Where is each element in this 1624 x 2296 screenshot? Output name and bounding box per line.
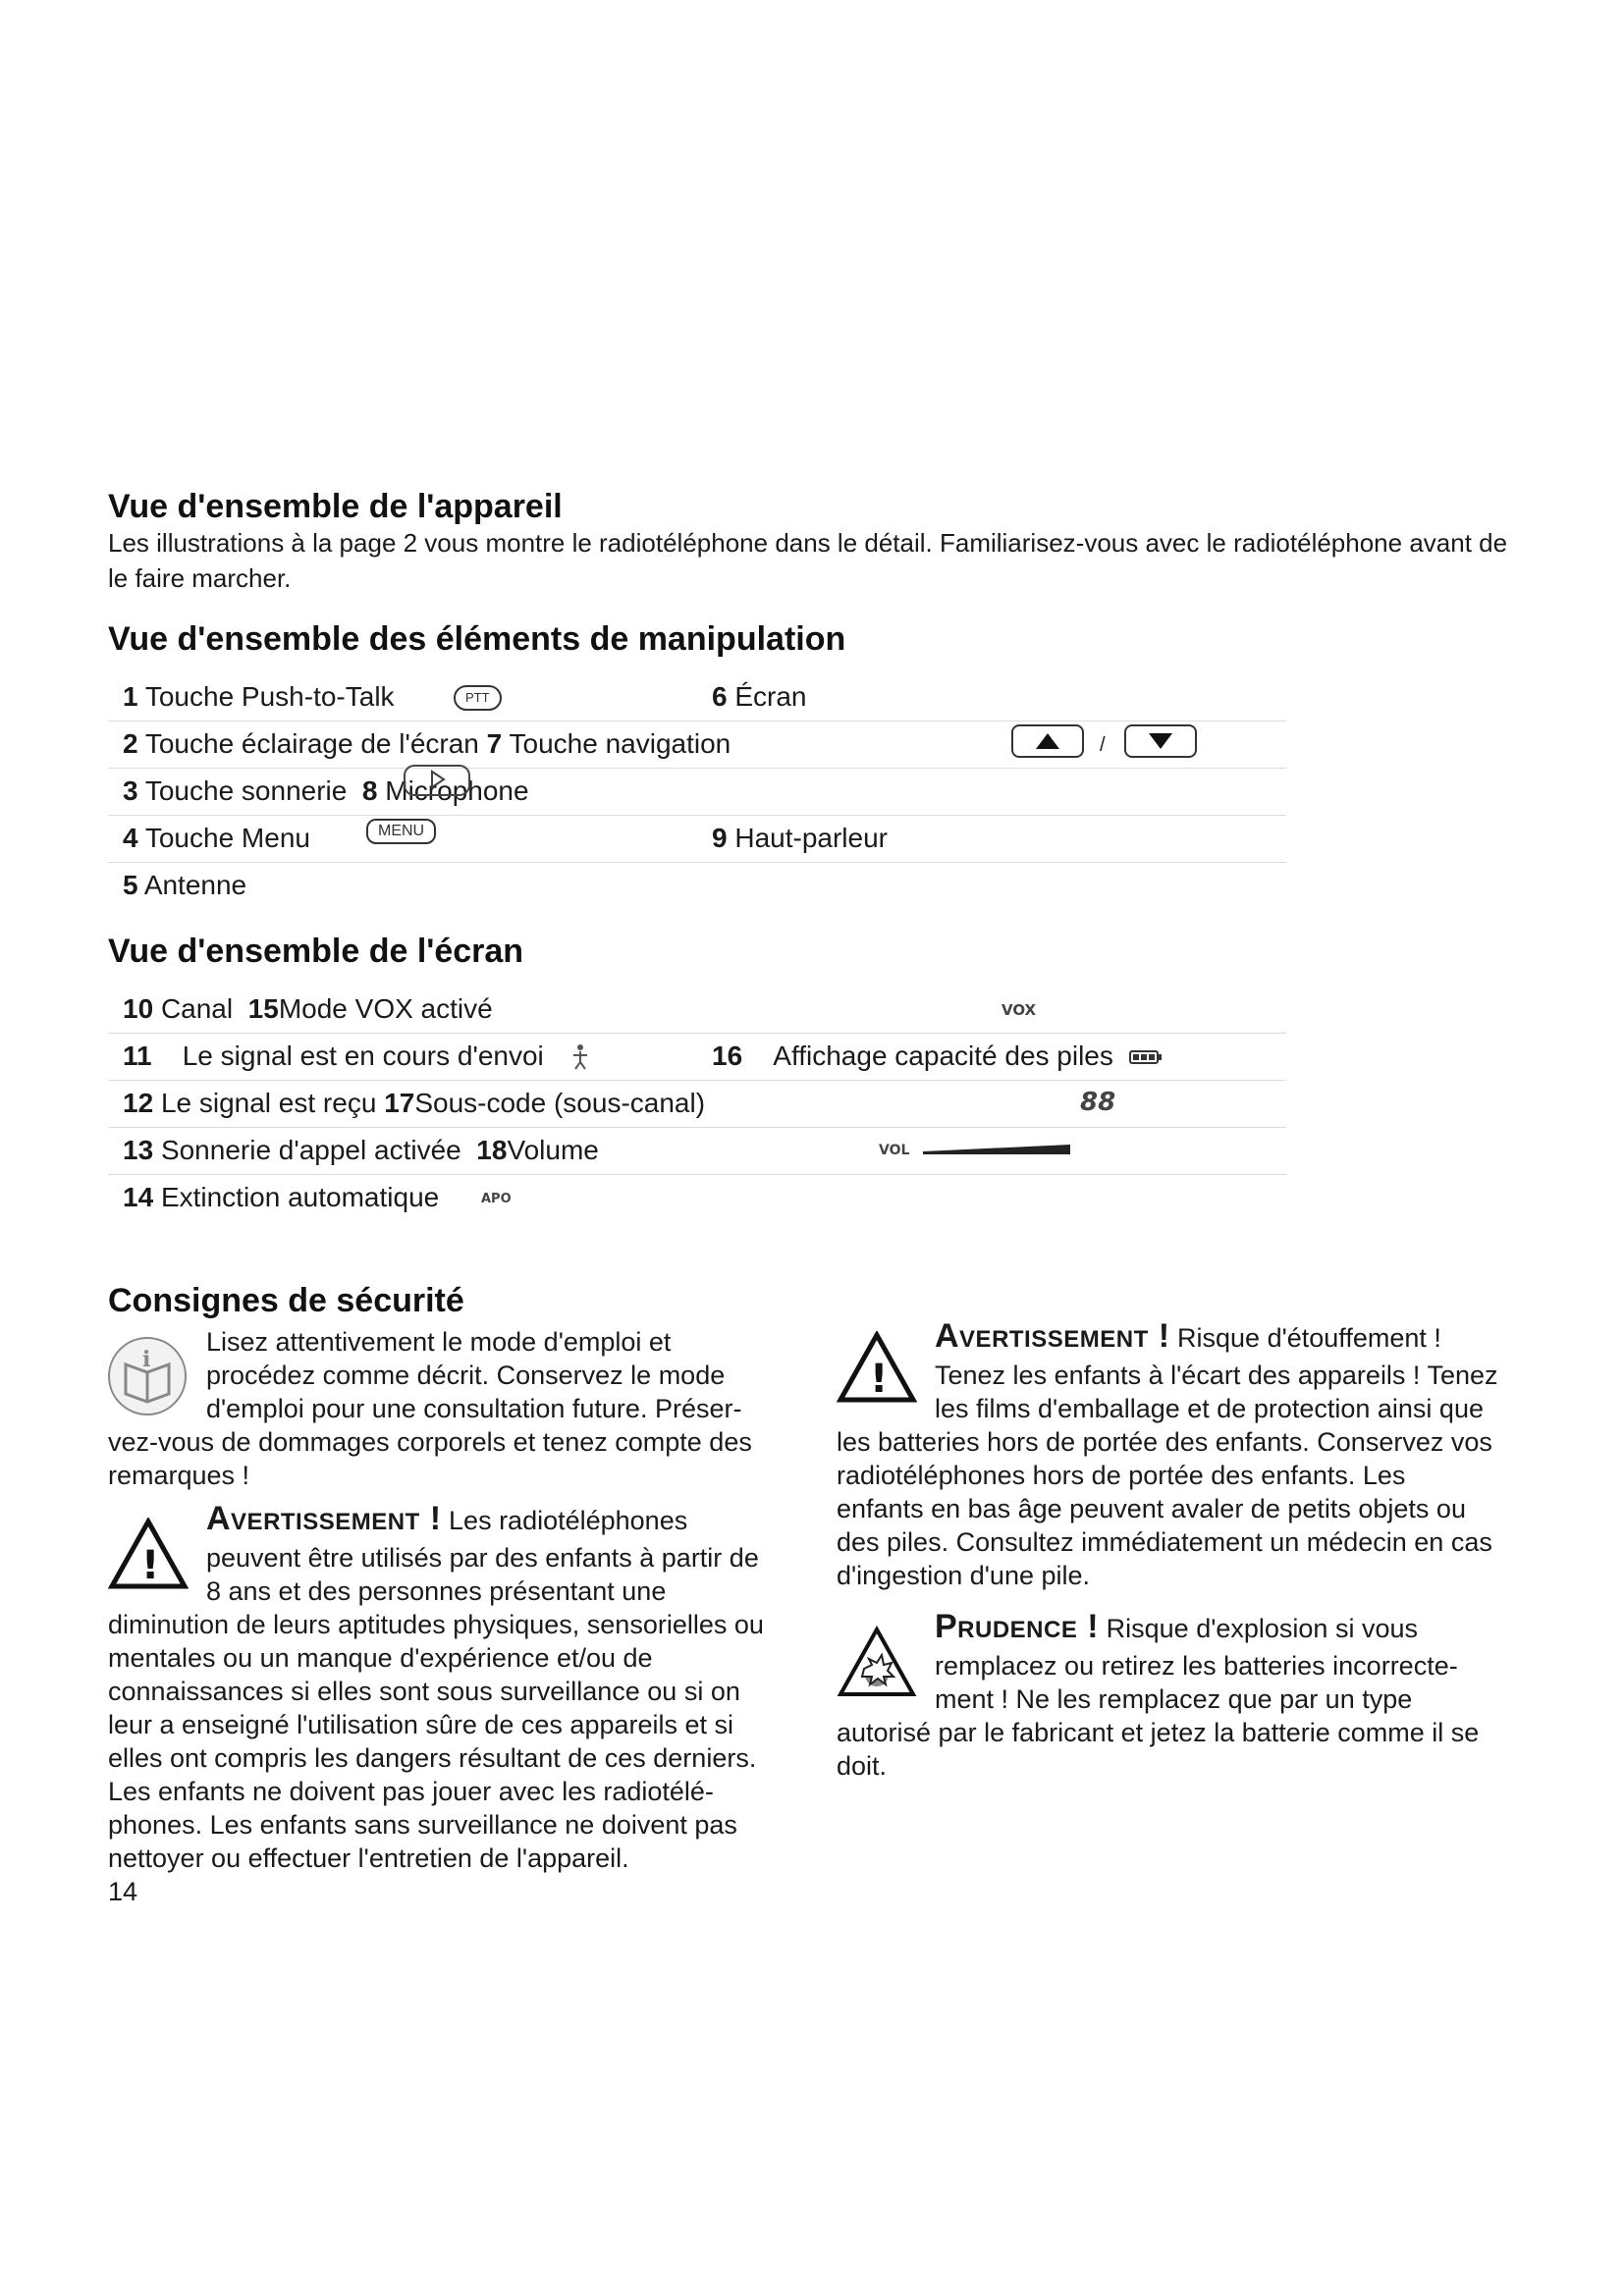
table-row xyxy=(108,1080,1286,1128)
item-label: Touche éclairage de l'écran xyxy=(144,728,479,759)
warning-line: enfants en bas âge peuvent avaler de petits objets ou xyxy=(837,1494,1466,1523)
warning-line: radiotéléphones hors de portée des enfants. Les xyxy=(837,1461,1406,1490)
item-number: 10 xyxy=(123,993,154,1024)
ptt-button-icon: PTT xyxy=(454,677,502,711)
explosion-warning-icon xyxy=(837,1626,917,1703)
apo-symbol: APO xyxy=(481,1192,512,1206)
warning-line: 8 ans et des personnes présentant une xyxy=(206,1576,667,1606)
item-number: 17 xyxy=(384,1088,415,1118)
table-row xyxy=(108,862,1286,909)
section-title-controls-overview: Vue d'ensemble des éléments de manipulation xyxy=(108,620,846,658)
warning-triangle-icon xyxy=(108,1518,189,1595)
menu-button-icon: MENU xyxy=(366,811,436,844)
item-number: 1 xyxy=(123,681,138,712)
warning-line: connaissances si elles sont sous surveillance ou si on xyxy=(108,1677,740,1706)
warning-line: les batteries hors de portée des enfants. Conservez vos xyxy=(837,1427,1492,1457)
item-number: 15 xyxy=(247,993,279,1024)
item-label: Extinction automatique xyxy=(160,1182,440,1212)
item-number: 4 xyxy=(123,823,138,853)
caution-title: Prudence ! xyxy=(935,1608,1100,1645)
item-number: 7 xyxy=(486,728,503,759)
table-row xyxy=(108,1127,1286,1175)
item-label: Sonnerie d'appel activée xyxy=(160,1135,461,1165)
subcode-digits: 88 xyxy=(1080,1088,1116,1117)
item-label: Canal xyxy=(160,993,234,1024)
warning-line: diminution de leurs aptitudes physiques, sensorielles ou xyxy=(108,1610,764,1639)
vox-symbol: VOX xyxy=(1001,1001,1037,1019)
safety-intro-line: Lisez attentivement le mode d'emploi et xyxy=(206,1327,672,1357)
caution-line: autorisé par le fabricant et jetez la batterie comme il se xyxy=(837,1718,1480,1747)
safety-intro-line: d'emploi pour une consultation future. Préser- xyxy=(206,1394,742,1423)
item-label: Sous-code (sous-canal) xyxy=(414,1088,706,1118)
item-label: Haut-parleur xyxy=(734,823,888,853)
device-overview-text: Les illustrations à la page 2 vous montre le radiotéléphone dans le détail. Familiarisez-vous avec le radiotéléphone avant de le faire marcher. xyxy=(108,528,1508,593)
volume-bar-icon xyxy=(923,1143,1080,1161)
table-row xyxy=(108,768,1286,816)
item-number: 3 xyxy=(123,775,138,806)
warning-line: les films d'emballage et de protection ainsi que xyxy=(935,1394,1484,1423)
item-label: Touche navigation xyxy=(509,728,731,759)
ring-button-icon xyxy=(403,760,473,804)
warning-title: Avertissement ! xyxy=(206,1500,442,1537)
item-label: Affichage capacité des piles xyxy=(773,1041,1113,1071)
warning-line: mentales ou un manque d'expérience et/ou de xyxy=(108,1643,653,1673)
item-label: Mode VOX activé xyxy=(278,993,493,1024)
nav-separator: / xyxy=(1100,734,1106,756)
transmit-icon xyxy=(569,1042,591,1075)
warning-line: Tenez les enfants à l'écart des appareils ! Tenez xyxy=(935,1361,1498,1390)
read-manual-icon xyxy=(106,1335,189,1422)
up-arrow-icon xyxy=(1011,724,1084,758)
caution-line: remplacez ou retirez les batteries incorrecte- xyxy=(935,1651,1458,1681)
safety-intro-line: procédez comme décrit. Conservez le mode xyxy=(206,1361,726,1390)
safety-intro-line: vez-vous de dommages corporels et tenez compte des xyxy=(108,1427,752,1457)
svg-text:!: ! xyxy=(870,1357,889,1402)
item-number: 16 xyxy=(712,1041,743,1071)
item-number: 11 xyxy=(123,1041,152,1071)
item-number: 5 xyxy=(123,870,138,900)
item-number: 2 xyxy=(123,728,138,759)
table-row xyxy=(108,1174,1286,1221)
table-row xyxy=(108,673,1286,721)
item-label: Écran xyxy=(734,681,807,712)
item-label: Volume xyxy=(507,1135,599,1165)
table-row xyxy=(108,986,1286,1034)
item-label: Antenne xyxy=(143,870,247,900)
item-label: Le signal est reçu xyxy=(160,1088,377,1118)
warning-line: leur a enseigné l'utilisation sûre de ces appareils et si xyxy=(108,1710,734,1739)
svg-text:!: ! xyxy=(141,1543,160,1588)
warning-line: phones. Les enfants sans surveillance ne doivent pas xyxy=(108,1810,737,1840)
item-number: 14 xyxy=(123,1182,154,1212)
item-number: 8 xyxy=(361,775,378,806)
section-title-safety: Consignes de sécurité xyxy=(108,1282,464,1319)
warning-line: nettoyer ou effectuer l'entretien de l'appareil. xyxy=(108,1843,629,1873)
table-row xyxy=(108,815,1286,863)
caution-line: Risque d'explosion si vous xyxy=(1106,1614,1418,1643)
svg-text:i: i xyxy=(142,1347,151,1372)
item-number: 12 xyxy=(123,1088,154,1118)
item-label: Touche sonnerie xyxy=(144,775,348,806)
warning-line: Les radiotéléphones xyxy=(449,1506,688,1535)
warning-line: des piles. Consultez immédiatement un médecin en cas xyxy=(837,1527,1492,1557)
page-number: 14 xyxy=(108,1877,138,1906)
warning-line: d'ingestion d'une pile. xyxy=(837,1561,1091,1590)
item-number: 18 xyxy=(476,1135,508,1165)
caution-line: doit. xyxy=(837,1751,888,1781)
safety-intro-line: remarques ! xyxy=(108,1461,250,1490)
item-label: Microphone xyxy=(385,775,529,806)
warning-line: Risque d'étouffement ! xyxy=(1177,1323,1441,1353)
item-number: 9 xyxy=(712,823,728,853)
item-number: 6 xyxy=(712,681,728,712)
item-label: Le signal est en cours d'envoi xyxy=(182,1041,544,1071)
item-number: 13 xyxy=(123,1135,154,1165)
table-row xyxy=(108,721,1286,769)
item-label: Touche Menu xyxy=(144,823,310,853)
warning-title: Avertissement ! xyxy=(935,1317,1170,1355)
warning-line: Les enfants ne doivent pas jouer avec les radiotélé- xyxy=(108,1777,714,1806)
warning-line: peuvent être utilisés par des enfants à partir de xyxy=(206,1543,759,1573)
section-title-device-overview: Vue d'ensemble de l'appareil xyxy=(108,488,563,525)
caution-line: ment ! Ne les remplacez que par un type xyxy=(935,1684,1413,1714)
item-label: Touche Push-to-Talk xyxy=(144,681,395,712)
warning-line: elles ont compris les dangers résultant de ces derniers. xyxy=(108,1743,757,1773)
down-arrow-icon xyxy=(1124,724,1197,758)
table-row xyxy=(108,1033,1286,1081)
warning-triangle-icon xyxy=(837,1331,917,1409)
section-title-screen-overview: Vue d'ensemble de l'écran xyxy=(108,933,524,970)
volume-symbol: VOL xyxy=(879,1143,910,1158)
battery-icon xyxy=(1129,1050,1163,1069)
